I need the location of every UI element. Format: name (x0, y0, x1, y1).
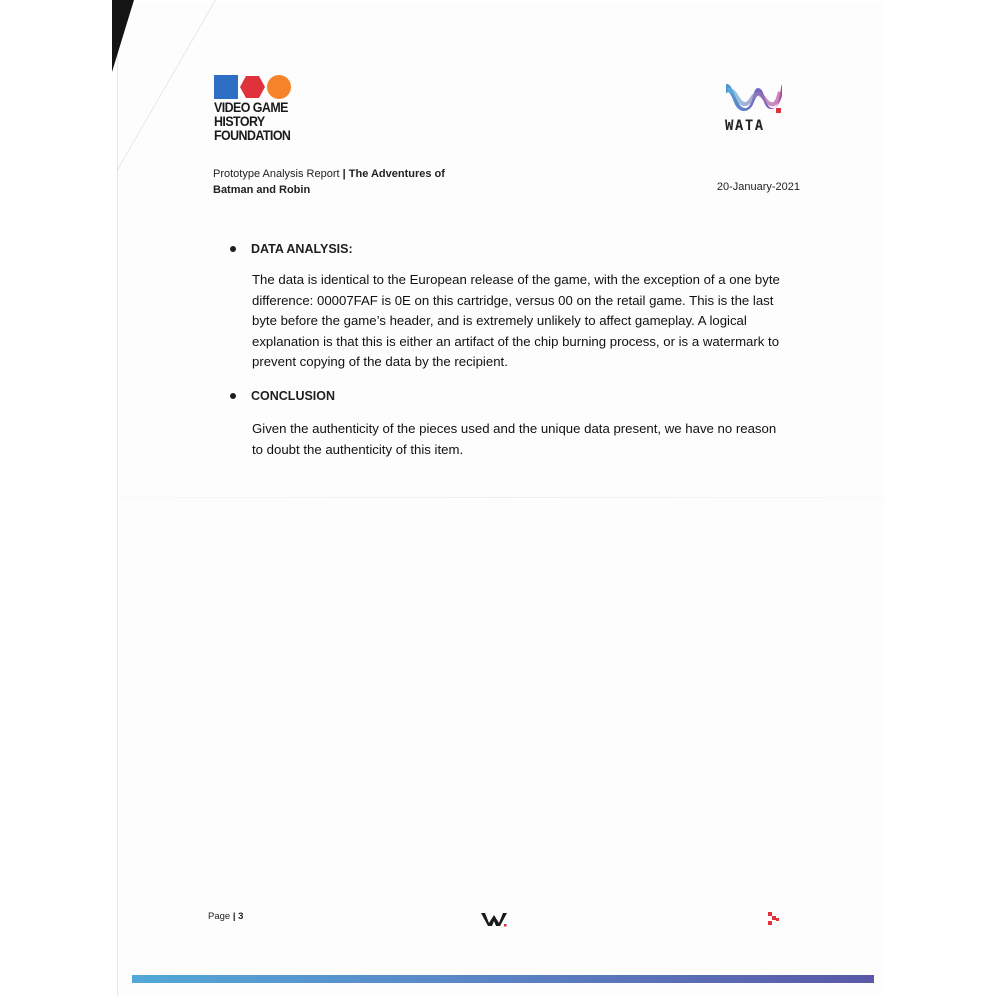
page-number-label (208, 911, 243, 922)
report-title (213, 166, 483, 198)
bullet-icon (230, 393, 236, 399)
wata-w-icon (480, 910, 508, 928)
vghf-logo-shapes (214, 75, 314, 99)
section-heading-text: DATA ANALYSIS: (251, 242, 353, 256)
section-heading (230, 389, 790, 403)
blue-square-icon (214, 75, 238, 99)
title-separator: | (342, 168, 346, 180)
red-hexagon-icon (240, 75, 265, 99)
report-subject-line-1: The Adventures of (348, 168, 445, 180)
page-number: 3 (238, 911, 244, 922)
section-conclusion (230, 389, 790, 460)
section-body (252, 419, 790, 460)
red-arrow-mark-icon (768, 912, 780, 926)
wata-wordmark: WATA (725, 118, 765, 134)
section-heading-text: CONCLUSION (251, 389, 336, 403)
footer-gradient-bar (132, 975, 874, 983)
report-date: 20-January-2021 (716, 181, 800, 193)
vghf-wordmark (214, 101, 306, 143)
paper-sheet (118, 2, 884, 996)
page-word: Page (208, 911, 231, 922)
section-heading (230, 242, 790, 256)
vghf-line-1: VIDEO GAME (214, 100, 288, 115)
paragraph: Given the authenticity of the pieces used and the unique data present, we have no reason to doubt the authenticity of this item. (252, 421, 777, 457)
bullet-icon (230, 246, 236, 252)
report-label: Prototype Analysis Report (213, 168, 340, 180)
orange-circle-icon (267, 75, 291, 99)
paper-fold (118, 497, 884, 498)
report-subject-line-2: Batman and Robin (213, 184, 311, 196)
vghf-line-3: FOUNDATION (214, 128, 291, 143)
wata-logo (724, 80, 786, 136)
vghf-line-2: HISTORY (214, 114, 265, 129)
page-separator: | (232, 911, 236, 922)
wata-wave-icon (724, 80, 786, 116)
paragraph: The data is identical to the European release of the game, with the exception of a one byte difference: 00007FAF is 0E on this cartridge, versus 00 on the retail game. This is the last byte before the game’s header, and is extremely unlikely to affect gameplay. A logical explanation is that this is either an artifact of the chip burning process, or is a watermark to prevent copying of the data by the recipient. (252, 272, 780, 370)
section-data-analysis (230, 242, 790, 373)
section-body (252, 270, 790, 373)
vghf-logo (214, 75, 314, 143)
